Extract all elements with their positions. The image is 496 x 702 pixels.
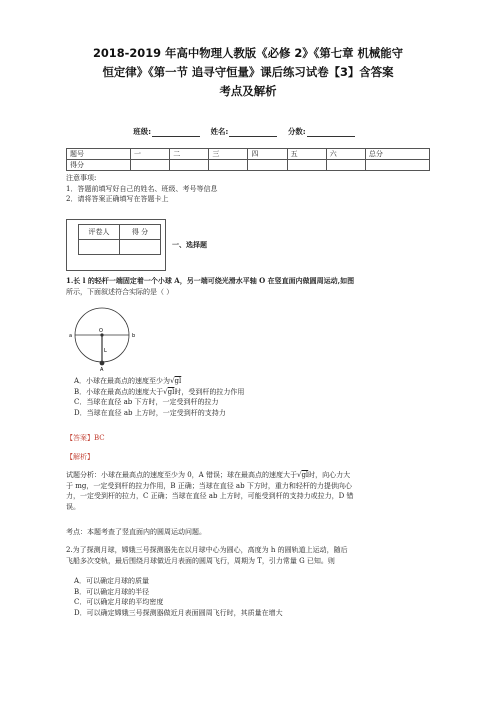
title-line-2: 恒定律》《第一节 追寻守恒量》课后练习试卷【3】含答案 <box>102 65 394 79</box>
reviewer-label: 评卷人 <box>79 225 120 240</box>
score-table-score-row <box>67 160 430 171</box>
option-a[interactable]: A．可以确定月球的质量 <box>74 577 150 585</box>
score-cell[interactable] <box>248 160 287 171</box>
ball-label: A <box>100 367 104 372</box>
student-info-line <box>0 126 496 137</box>
score-cell[interactable] <box>131 160 170 171</box>
table-cell: 五 <box>287 149 326 160</box>
score-label: 分数: <box>287 127 306 136</box>
option-b[interactable]: B．小球在最高点的速度大于√gl时，受到杆的拉力作用 <box>74 387 245 396</box>
score-cell[interactable] <box>287 160 326 171</box>
table-cell: 一 <box>131 149 170 160</box>
name-blank[interactable] <box>229 128 277 137</box>
option-b[interactable]: B．可以确定月球的半径 <box>74 587 150 596</box>
point-a-label: a <box>69 333 73 339</box>
point-b-label: b <box>132 333 136 339</box>
analysis-line: 误。 <box>66 502 80 511</box>
score-table <box>66 148 430 171</box>
grader-score-field[interactable] <box>120 240 161 255</box>
notes-item: 2．请将答案正确填写在答题卡上 <box>66 195 169 203</box>
stem-line: 所示，下面叙述符合实际的是（ ） <box>66 287 174 296</box>
stem-line: 飞船多次变轨，最后围绕月球做近月表面的圆周飞行，周期为 T，引力常量 G 已知。则 <box>66 556 335 565</box>
score-table-header-row <box>67 149 430 160</box>
score-cell[interactable] <box>170 160 209 171</box>
score-blank[interactable] <box>307 128 355 137</box>
score-cell[interactable] <box>326 160 365 171</box>
analysis-line: 力，一定受到杆的拉力，C 正确；当球在直径 ab 上方时，可能受到杆的支持力或拉力，D 错 <box>66 492 354 500</box>
sqrt-icon: √gl <box>170 377 182 385</box>
stem-text: 1.长 l 的轻杆一端固定着一个小球 A，另一端可绕光滑水平轴 O 在竖直面内做圆周运动,如图 <box>66 276 355 285</box>
class-label: 班级: <box>133 127 152 136</box>
table-cell: 二 <box>170 149 209 160</box>
analysis-line: 于 mg，一定受到杆的拉力作用，B 正确；当球在直径 ab 下方时，重力和轻杆的力提供向心 <box>66 481 352 490</box>
score-cell[interactable] <box>209 160 248 171</box>
section-heading: 一、选择题 <box>172 241 207 249</box>
knowledge-point: 考点：本题考查了竖直面内的圆周运动问题。 <box>66 528 206 536</box>
title-line-1: 2018-2019 年高中物理人教版《必修 2》《第七章 机械能守 <box>92 46 404 60</box>
table-cell: 总分 <box>365 149 429 160</box>
analysis-label: 【解析】 <box>66 453 94 461</box>
option-c[interactable]: C．当球在直径 ab 下方时，一定受到杆的拉力 <box>74 398 219 406</box>
title-line-3: 考点及解析 <box>219 84 277 98</box>
stem-line <box>66 276 436 287</box>
stem-line: 2.为了探测月球，嫦娥三号探测器先在以月球中心为圆心，高度为 h 的圆轨道上运动，随后 <box>66 546 348 554</box>
notes <box>66 173 217 205</box>
analysis-body <box>66 470 438 512</box>
sqrt-icon: √gl <box>296 471 309 479</box>
option-c[interactable]: C．可以确定月球的平均密度 <box>74 598 164 606</box>
table-cell: 得分 <box>67 160 131 171</box>
document-title <box>62 44 434 101</box>
question-1-stem <box>66 276 436 297</box>
analysis-line: 试题分析：小球在最高点的速度至少为 0，A 错误；球在最高点的速度大于√gl时，向心力大 <box>66 471 351 479</box>
score-cell[interactable] <box>365 160 429 171</box>
table-cell: 四 <box>248 149 287 160</box>
name-label: 姓名: <box>210 127 229 136</box>
table-cell: 题号 <box>67 149 131 160</box>
pivot-label: O <box>99 328 103 334</box>
grader-table <box>78 224 161 255</box>
question-1-options <box>74 376 244 418</box>
rod-length-label: L <box>104 348 107 354</box>
option-d[interactable]: D．可以确定嫦娥三号探测器做近月表面圆周飞行时，其质量在增大 <box>74 608 283 617</box>
question-2-stem <box>66 545 438 566</box>
sqrt-icon: √gl <box>163 387 175 396</box>
answer: 【答案】BC <box>66 434 105 442</box>
table-cell: 六 <box>326 149 365 160</box>
option-d[interactable]: D．当球在直径 ab 上方时，一定受到杆的支持力 <box>74 408 226 417</box>
notes-item: 1．答题前填写好自己的姓名、班级、考号等信息 <box>66 184 218 193</box>
grader-score-label: 得 分 <box>120 225 161 240</box>
table-cell: 三 <box>209 149 248 160</box>
class-blank[interactable] <box>152 128 200 137</box>
option-a[interactable]: A．小球在最高点的速度至少为√gl <box>74 377 182 385</box>
circle-rod-diagram <box>66 306 148 372</box>
ball-a <box>100 361 105 366</box>
question-2-options <box>74 576 283 618</box>
reviewer-field[interactable] <box>79 240 120 255</box>
notes-heading: 注意事项: <box>66 174 97 182</box>
